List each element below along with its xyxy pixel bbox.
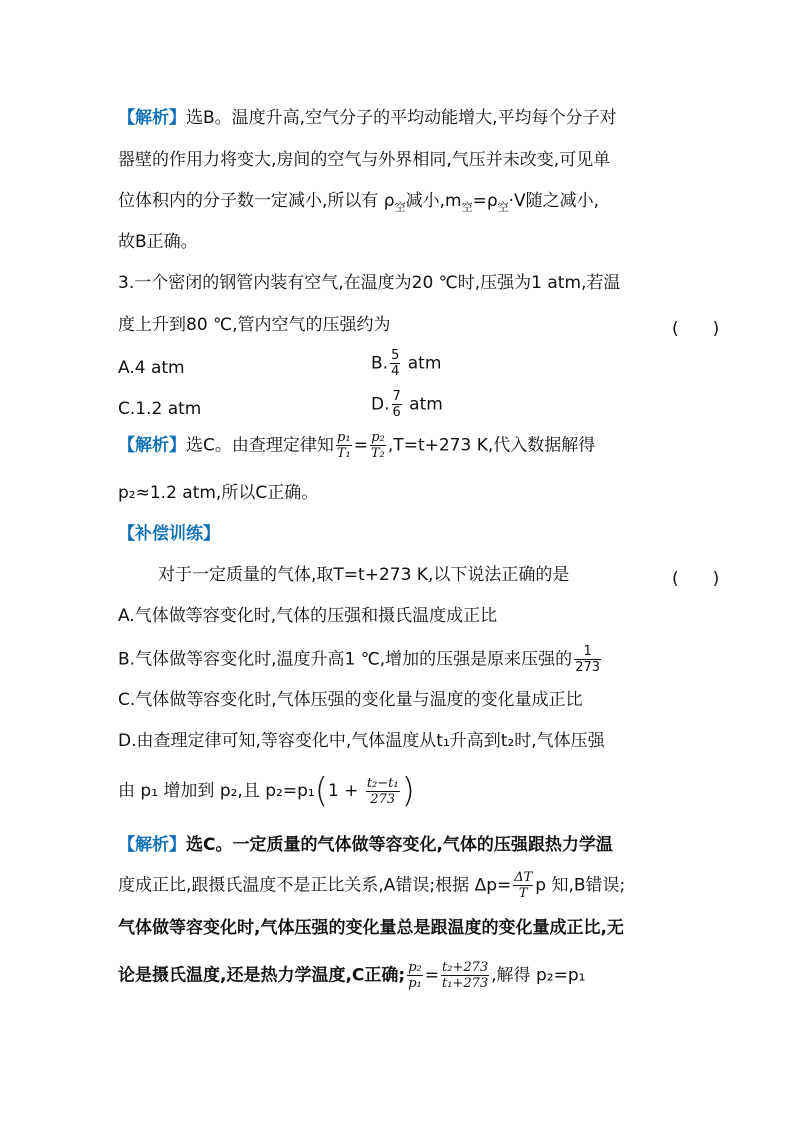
numerator: t₂−t₁	[366, 775, 399, 791]
text: p 知,B错误;	[535, 875, 626, 896]
fraction	[390, 348, 400, 379]
analysis-tag: 【解析】	[118, 835, 186, 855]
text: B.气体做等容变化时,温度升高1 ℃,增加的压强是原来压强的	[118, 649, 573, 670]
numerator: 7	[392, 389, 401, 404]
answer-blank: ( )	[672, 569, 720, 589]
denominator: 6	[392, 405, 401, 420]
option-a	[118, 357, 185, 379]
compensation-heading	[118, 523, 220, 545]
question-3-line-1	[118, 272, 620, 294]
text: 位体积内的分子数一定减小,所以有 ρ	[118, 191, 395, 211]
analysis-tag: 【解析】	[118, 435, 186, 456]
analysis-4-line-4	[118, 960, 585, 991]
text: 度成正比,跟摄氏温度不是正比关系,A错误;根据 Δp=	[118, 875, 512, 896]
text: A.4 atm	[118, 358, 185, 378]
text: 由 p₁ 增加到 p₂,且 p₂=p₁	[118, 781, 315, 801]
numerator: ΔT	[514, 870, 533, 885]
denominator: 273	[575, 660, 601, 675]
text: 气体做等容变化时,气体压强的变化量总是跟温度的变化量成正比,无	[118, 918, 624, 938]
denominator: t₁+273	[442, 976, 489, 991]
option-d	[371, 389, 443, 420]
text: C.1.2 atm	[118, 399, 202, 419]
text: =	[424, 965, 439, 986]
text: ·V随之减小,	[508, 191, 600, 211]
text: A.气体做等容变化时,气体的压强和摄氏温度成正比	[118, 606, 498, 626]
text: 1 +	[327, 781, 364, 801]
analysis-line-3	[118, 190, 599, 218]
text: B.	[371, 353, 389, 374]
text: 论是摄氏温度,还是热力学温度,C正确;	[118, 965, 406, 986]
comp-option-a	[118, 605, 497, 627]
denominator: T₂	[371, 446, 385, 461]
text: p₂≈1.2 atm,所以C正确。	[118, 483, 319, 503]
denominator: 273	[370, 791, 396, 807]
analysis-4-line-2	[118, 870, 625, 901]
comp-option-d	[118, 730, 605, 752]
analysis-3-line-2	[118, 482, 318, 504]
text: ,T=t+273 K,代入数据解得	[387, 435, 596, 456]
fraction	[392, 389, 402, 420]
option-b	[371, 348, 441, 379]
numerator: p₂	[371, 430, 385, 445]
denominator: p₁	[408, 976, 422, 991]
fraction	[336, 430, 352, 461]
text: 减小,m	[405, 191, 462, 211]
analysis-line-4	[118, 231, 198, 253]
text: ,解得 p₂=p₁	[491, 965, 586, 986]
paren: (	[314, 771, 328, 811]
comp-option-c	[118, 689, 583, 711]
analysis-3-line-1	[118, 430, 595, 461]
subscript: 空	[394, 200, 406, 214]
numerator: p₁	[337, 430, 351, 445]
fraction	[407, 960, 423, 991]
text: 选B。温度升高,空气分子的平均动能增大,平均每个分子对	[186, 108, 617, 128]
subscript: 空	[497, 200, 509, 214]
fraction	[574, 644, 601, 675]
comp-option-b	[118, 644, 603, 675]
analysis-4-line-3	[118, 917, 624, 939]
text: D.	[371, 394, 390, 415]
fraction	[370, 430, 386, 461]
text: 选C。由查理定律知	[186, 435, 334, 456]
text: =	[353, 435, 369, 456]
answer-blank: ( )	[672, 319, 720, 339]
subscript: 空	[461, 200, 473, 214]
denominator: 4	[391, 364, 400, 379]
numerator: 1	[574, 644, 601, 660]
fraction	[513, 870, 533, 901]
analysis-line-1	[118, 107, 616, 129]
analysis-tag: 【解析】	[118, 108, 186, 128]
text: 度上升到80 ℃,管内空气的压强约为	[118, 315, 391, 335]
question-3-line-2	[118, 314, 391, 336]
option-c	[118, 398, 201, 420]
text: 3.一个密闭的钢管内装有空气,在温度为20 ℃时,压强为1 atm,若温	[118, 273, 621, 293]
comp-stem	[158, 564, 569, 586]
text: D.由查理定律可知,等容变化中,气体温度从t₁升高到t₂时,气体压强	[118, 731, 605, 751]
denominator: T	[518, 886, 528, 901]
comp-option-d-line-2	[118, 771, 415, 811]
denominator: T₁	[336, 446, 351, 461]
text: atm	[403, 394, 443, 415]
text: 故B正确。	[118, 232, 198, 252]
numerator: t₂+273	[442, 960, 489, 975]
text: 对于一定质量的气体,取T=t+273 K,以下说法正确的是	[158, 565, 570, 585]
paren: )	[401, 771, 415, 811]
text: atm	[402, 353, 442, 374]
analysis-line-2	[118, 149, 610, 171]
analysis-4-line-1	[118, 834, 613, 856]
compensation-tag: 【补偿训练】	[118, 524, 220, 544]
fraction	[441, 960, 489, 991]
text: 器壁的作用力将变大,房间的空气与外界相同,气压并未改变,可见单	[118, 150, 611, 170]
numerator: p₂	[408, 960, 422, 975]
text: 选C。一定质量的气体做等容变化,气体的压强跟热力学温	[186, 835, 613, 855]
numerator: 5	[391, 348, 400, 363]
text: C.气体做等容变化时,气体压强的变化量与温度的变化量成正比	[118, 690, 583, 710]
fraction	[366, 776, 400, 807]
text: =ρ	[472, 191, 498, 211]
